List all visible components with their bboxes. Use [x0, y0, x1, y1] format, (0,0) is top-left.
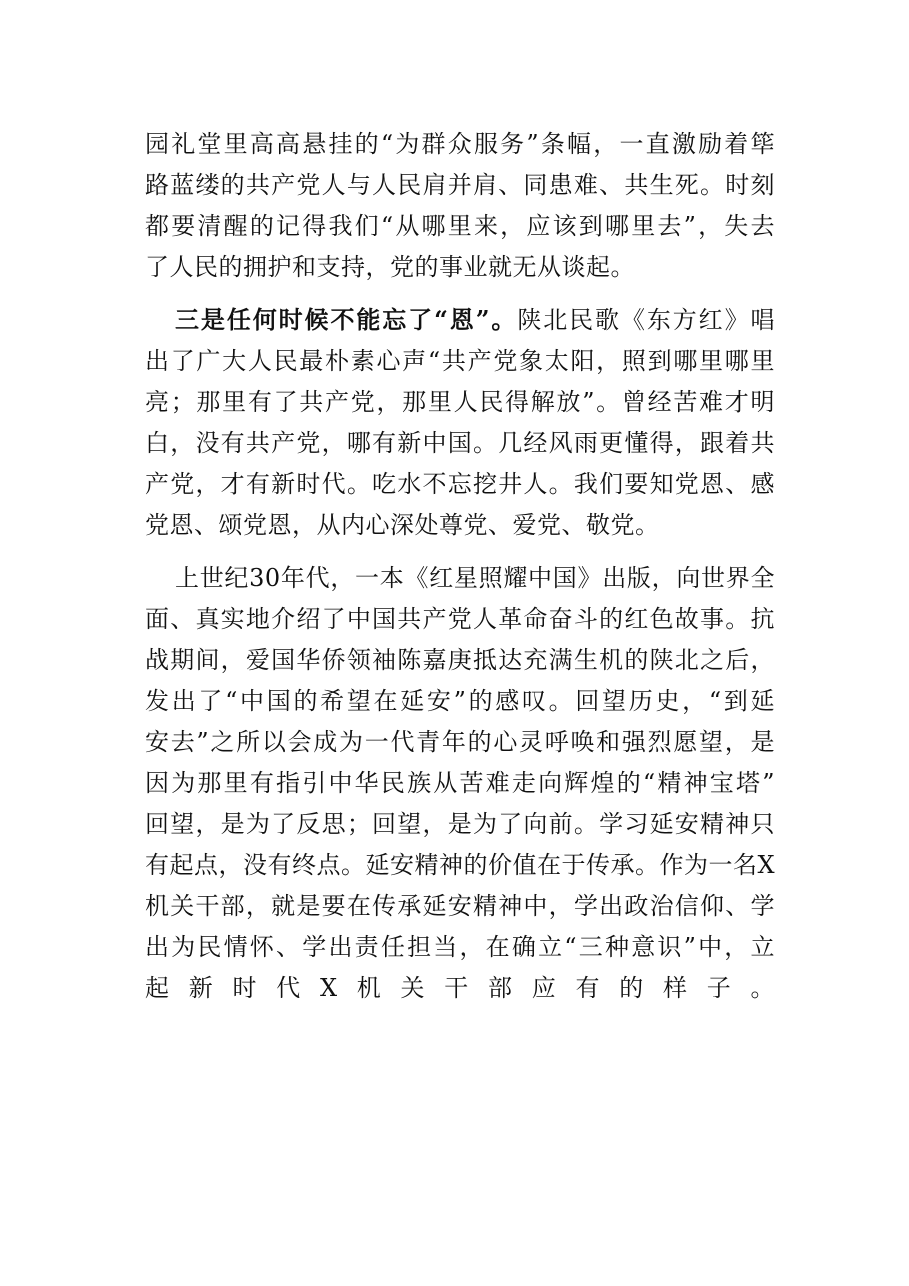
paragraph-3-line-2: 面、真实地介绍了中国共产党人革命奋斗的红色故事。抗: [145, 605, 775, 633]
paragraph-3-line-4: 发出了“中国的希望在延安”的感叹。回望历史，“到延: [145, 687, 775, 715]
paragraph-2-line-4: 白，没有共产党，哪有新中国。几经风雨更懂得，跟着共: [145, 429, 775, 457]
paragraph-3-line-5: 安去”之所以会成为一代青年的心灵呼唤和强烈愿望，是: [145, 728, 775, 756]
paragraph-3-line-11: 起新时代X机关干部应有的样子。: [145, 974, 775, 1002]
paragraph-1-line-1: 园礼堂里高高悬挂的“为群众服务”条幅，一直激励着筚: [145, 130, 775, 158]
paragraph-3-lead-line: 上世纪30年代，一本《红星照耀中国》出版，向世界全: [175, 564, 775, 592]
paragraph-3-line-3: 战期间，爱国华侨领袖陈嘉庚抵达充满生机的陕北之后，: [145, 646, 775, 674]
paragraph-2-lead-text: 陕北民歌《东方红》唱: [517, 306, 776, 334]
paragraph-2-line-2: 出了广大人民最朴素心声“共产党象太阳，照到哪里哪里: [145, 347, 775, 375]
paragraph-3-line-6: 因为那里有指引中华民族从苦难走向辉煌的“精神宝塔”: [145, 769, 775, 797]
paragraph-3-line-8: 有起点，没有终点。延安精神的价值在于传承。作为一名X: [145, 851, 776, 879]
paragraph-3-line-9: 机关干部，就是要在传承延安精神中，学出政治信仰、学: [145, 892, 775, 920]
paragraph-3-line-10: 出为民情怀、学出责任担当，在确立“三种意识”中，立: [145, 933, 775, 961]
paragraph-2-line-6: 党恩、颂党恩，从内心深处尊党、爱党、敬党。: [145, 511, 660, 539]
paragraph-1-line-3: 都要清醒的记得我们“从哪里来，应该到哪里去”，失去: [145, 212, 775, 240]
paragraph-2-bold-heading: 三是任何时候不能忘了“恩”。: [175, 305, 518, 334]
paragraph-2-lead-line: [175, 300, 775, 340]
paragraph-1-line-4: 了人民的拥护和支持，党的事业就无从谈起。: [145, 253, 635, 281]
paragraph-2-line-3: 亮；那里有了共产党，那里人民得解放”。曾经苦难才明: [145, 388, 775, 416]
paragraph-1-line-2: 路蓝缕的共产党人与人民肩并肩、同患难、共生死。时刻: [145, 171, 775, 199]
paragraph-3-line-7: 回望，是为了反思；回望，是为了向前。学习延安精神只: [145, 810, 775, 838]
paragraph-3-line-12: [145, 1009, 775, 1049]
paragraph-2-line-5: 产党，才有新时代。吃水不忘挖井人。我们要知党恩、感: [145, 470, 775, 498]
